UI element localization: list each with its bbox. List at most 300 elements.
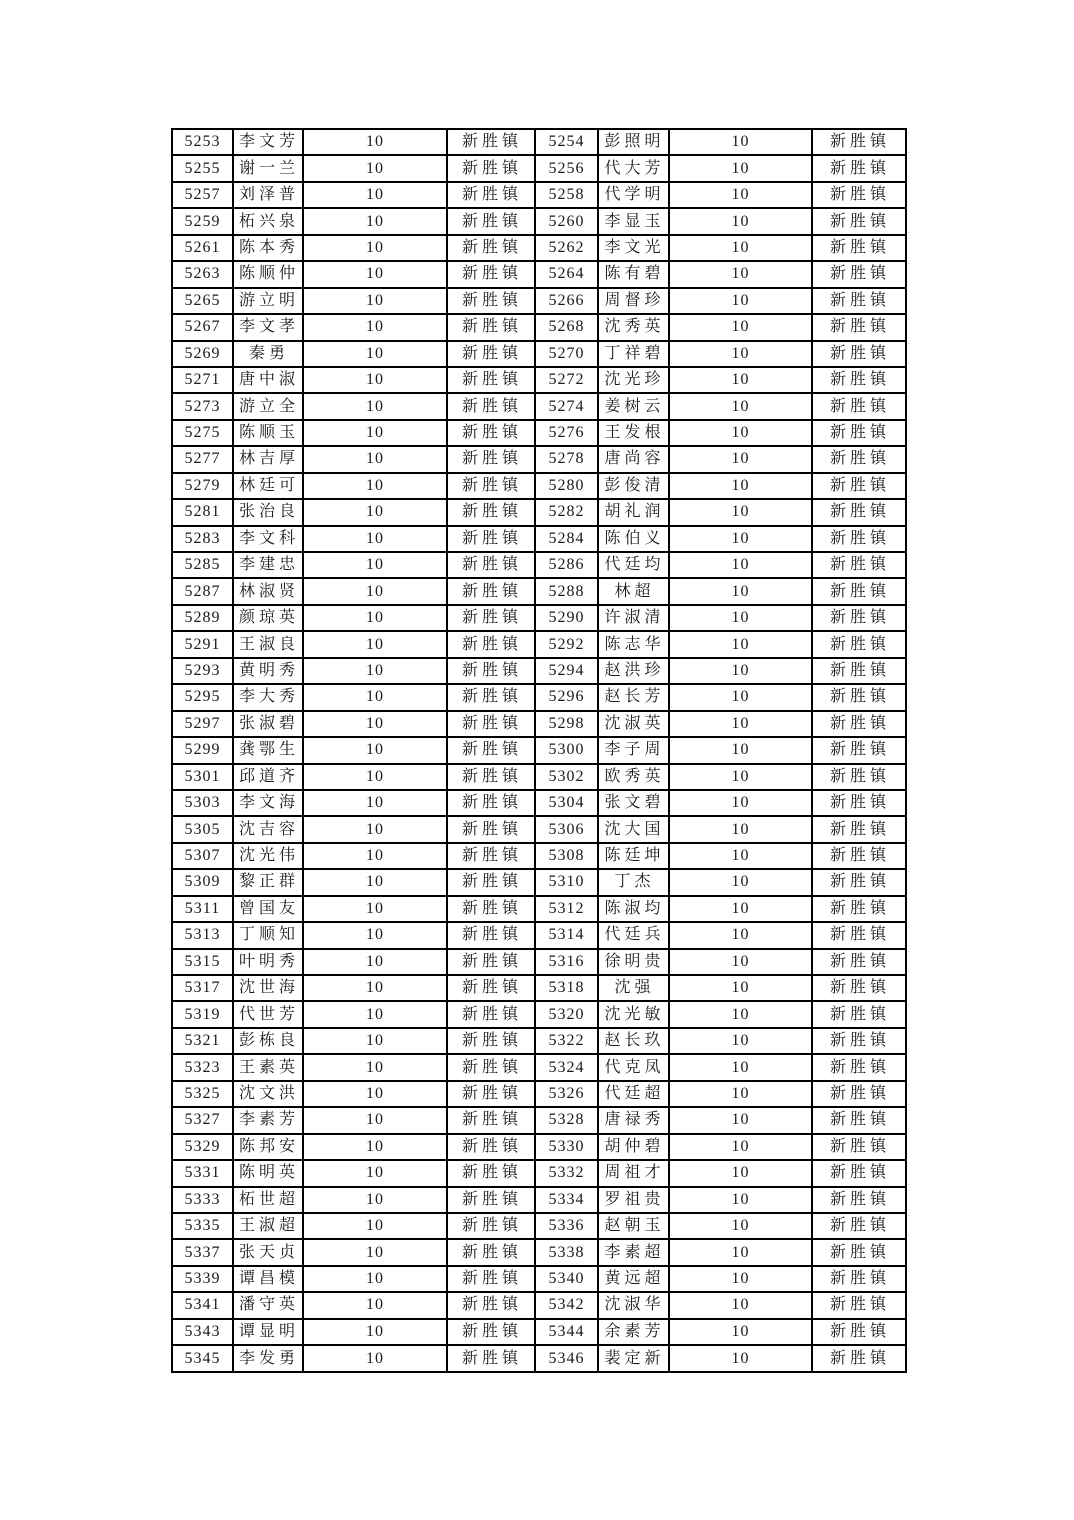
cell-serial: 5295 <box>172 684 233 710</box>
cell-town: 新胜镇 <box>447 1054 535 1080</box>
cell-name: 李大秀 <box>233 684 303 710</box>
cell-amount: 10 <box>669 1266 812 1292</box>
cell-serial: 5282 <box>535 499 598 525</box>
cell-name: 代学明 <box>598 182 669 208</box>
table-row <box>172 420 906 446</box>
cell-serial: 5321 <box>172 1028 233 1054</box>
cell-serial: 5284 <box>535 526 598 552</box>
cell-amount: 10 <box>303 1187 447 1213</box>
cell-town: 新胜镇 <box>447 922 535 948</box>
cell-amount: 10 <box>303 261 447 287</box>
cell-town: 新胜镇 <box>447 155 535 181</box>
cell-amount: 10 <box>669 1134 812 1160</box>
cell-town: 新胜镇 <box>447 764 535 790</box>
cell-town: 新胜镇 <box>812 129 906 155</box>
cell-amount: 10 <box>303 949 447 975</box>
cell-name: 李显玉 <box>598 208 669 234</box>
cell-name: 柘世超 <box>233 1187 303 1213</box>
cell-name: 陈邦安 <box>233 1134 303 1160</box>
cell-name: 丁顺知 <box>233 922 303 948</box>
cell-amount: 10 <box>303 816 447 842</box>
table-row <box>172 208 906 234</box>
cell-town: 新胜镇 <box>447 975 535 1001</box>
cell-name: 王淑良 <box>233 631 303 657</box>
cell-name: 沈光珍 <box>598 367 669 393</box>
cell-amount: 10 <box>669 367 812 393</box>
cell-town: 新胜镇 <box>447 552 535 578</box>
cell-name: 周督珍 <box>598 288 669 314</box>
cell-serial: 5272 <box>535 367 598 393</box>
cell-town: 新胜镇 <box>447 420 535 446</box>
cell-amount: 10 <box>303 896 447 922</box>
cell-serial: 5288 <box>535 578 598 604</box>
cell-amount: 10 <box>669 1107 812 1133</box>
cell-amount: 10 <box>303 1266 447 1292</box>
cell-serial: 5339 <box>172 1266 233 1292</box>
cell-name: 李子周 <box>598 737 669 763</box>
table-row <box>172 446 906 472</box>
roster-table <box>171 128 907 1373</box>
table-row <box>172 578 906 604</box>
cell-amount: 10 <box>669 1345 812 1372</box>
cell-town: 新胜镇 <box>812 314 906 340</box>
cell-name: 陈伯义 <box>598 526 669 552</box>
cell-serial: 5261 <box>172 235 233 261</box>
cell-serial: 5253 <box>172 129 233 155</box>
table-row <box>172 684 906 710</box>
cell-name: 谭显明 <box>233 1319 303 1345</box>
cell-name: 谭昌模 <box>233 1266 303 1292</box>
roster-table-body <box>172 129 906 1372</box>
cell-serial: 5270 <box>535 341 598 367</box>
cell-amount: 10 <box>303 975 447 1001</box>
table-row <box>172 1054 906 1080</box>
cell-town: 新胜镇 <box>812 737 906 763</box>
cell-name: 黄远超 <box>598 1266 669 1292</box>
cell-serial: 5318 <box>535 975 598 1001</box>
cell-name: 赵长芳 <box>598 684 669 710</box>
cell-name: 叶明秀 <box>233 949 303 975</box>
cell-name: 陈志华 <box>598 631 669 657</box>
cell-name: 沈光伟 <box>233 843 303 869</box>
cell-town: 新胜镇 <box>812 1319 906 1345</box>
cell-name: 丁杰 <box>598 869 669 895</box>
cell-serial: 5330 <box>535 1134 598 1160</box>
cell-serial: 5328 <box>535 1107 598 1133</box>
cell-name: 沈大国 <box>598 816 669 842</box>
cell-amount: 10 <box>669 790 812 816</box>
cell-amount: 10 <box>669 129 812 155</box>
cell-serial: 5303 <box>172 790 233 816</box>
cell-name: 刘泽普 <box>233 182 303 208</box>
cell-serial: 5292 <box>535 631 598 657</box>
cell-serial: 5306 <box>535 816 598 842</box>
cell-serial: 5319 <box>172 1001 233 1027</box>
cell-serial: 5266 <box>535 288 598 314</box>
cell-town: 新胜镇 <box>812 578 906 604</box>
cell-name: 李素芳 <box>233 1107 303 1133</box>
cell-name: 潘守英 <box>233 1292 303 1318</box>
cell-town: 新胜镇 <box>447 631 535 657</box>
cell-amount: 10 <box>303 182 447 208</box>
cell-town: 新胜镇 <box>812 526 906 552</box>
cell-serial: 5287 <box>172 578 233 604</box>
cell-town: 新胜镇 <box>812 208 906 234</box>
cell-town: 新胜镇 <box>812 1213 906 1239</box>
cell-amount: 10 <box>669 526 812 552</box>
cell-town: 新胜镇 <box>447 367 535 393</box>
cell-town: 新胜镇 <box>447 790 535 816</box>
cell-amount: 10 <box>303 1107 447 1133</box>
table-row <box>172 1028 906 1054</box>
cell-name: 张文碧 <box>598 790 669 816</box>
cell-name: 赵洪珍 <box>598 658 669 684</box>
cell-town: 新胜镇 <box>812 1239 906 1265</box>
table-row <box>172 1081 906 1107</box>
cell-name: 秦勇 <box>233 341 303 367</box>
cell-serial: 5320 <box>535 1001 598 1027</box>
cell-town: 新胜镇 <box>812 658 906 684</box>
table-row <box>172 922 906 948</box>
table-row <box>172 816 906 842</box>
cell-serial: 5322 <box>535 1028 598 1054</box>
cell-town: 新胜镇 <box>447 1081 535 1107</box>
cell-town: 新胜镇 <box>447 261 535 287</box>
cell-name: 彭俊清 <box>598 473 669 499</box>
cell-name: 彭栋良 <box>233 1028 303 1054</box>
cell-town: 新胜镇 <box>812 869 906 895</box>
cell-serial: 5263 <box>172 261 233 287</box>
cell-town: 新胜镇 <box>447 843 535 869</box>
cell-town: 新胜镇 <box>447 816 535 842</box>
table-row <box>172 896 906 922</box>
cell-amount: 10 <box>669 182 812 208</box>
cell-name: 胡仲碧 <box>598 1134 669 1160</box>
table-row <box>172 1134 906 1160</box>
cell-name: 谢一兰 <box>233 155 303 181</box>
cell-town: 新胜镇 <box>812 631 906 657</box>
cell-town: 新胜镇 <box>447 1107 535 1133</box>
cell-amount: 10 <box>669 605 812 631</box>
cell-amount: 10 <box>669 1292 812 1318</box>
cell-serial: 5278 <box>535 446 598 472</box>
cell-amount: 10 <box>669 420 812 446</box>
table-row <box>172 1187 906 1213</box>
cell-name: 沈世海 <box>233 975 303 1001</box>
table-row <box>172 1266 906 1292</box>
cell-serial: 5327 <box>172 1107 233 1133</box>
cell-town: 新胜镇 <box>447 288 535 314</box>
cell-town: 新胜镇 <box>812 711 906 737</box>
cell-serial: 5273 <box>172 393 233 419</box>
cell-name: 王淑超 <box>233 1213 303 1239</box>
cell-town: 新胜镇 <box>812 235 906 261</box>
cell-town: 新胜镇 <box>812 341 906 367</box>
cell-amount: 10 <box>669 288 812 314</box>
table-row <box>172 658 906 684</box>
cell-town: 新胜镇 <box>447 1345 535 1372</box>
cell-serial: 5335 <box>172 1213 233 1239</box>
cell-town: 新胜镇 <box>447 526 535 552</box>
cell-serial: 5298 <box>535 711 598 737</box>
cell-serial: 5281 <box>172 499 233 525</box>
cell-amount: 10 <box>669 843 812 869</box>
cell-name: 黄明秀 <box>233 658 303 684</box>
cell-amount: 10 <box>303 288 447 314</box>
cell-name: 沈光敏 <box>598 1001 669 1027</box>
table-row <box>172 605 906 631</box>
table-row <box>172 711 906 737</box>
cell-town: 新胜镇 <box>812 1187 906 1213</box>
cell-amount: 10 <box>669 869 812 895</box>
table-row <box>172 129 906 155</box>
cell-amount: 10 <box>303 1213 447 1239</box>
cell-amount: 10 <box>303 1292 447 1318</box>
cell-serial: 5264 <box>535 261 598 287</box>
table-row <box>172 975 906 1001</box>
cell-town: 新胜镇 <box>447 949 535 975</box>
cell-name: 沈强 <box>598 975 669 1001</box>
table-row <box>172 737 906 763</box>
cell-name: 曾国友 <box>233 896 303 922</box>
cell-serial: 5315 <box>172 949 233 975</box>
cell-name: 游立全 <box>233 393 303 419</box>
cell-town: 新胜镇 <box>447 711 535 737</box>
cell-town: 新胜镇 <box>447 1292 535 1318</box>
cell-name: 沈淑英 <box>598 711 669 737</box>
cell-name: 李文光 <box>598 235 669 261</box>
cell-serial: 5317 <box>172 975 233 1001</box>
cell-town: 新胜镇 <box>812 261 906 287</box>
cell-town: 新胜镇 <box>812 367 906 393</box>
table-row <box>172 1001 906 1027</box>
cell-town: 新胜镇 <box>447 658 535 684</box>
cell-amount: 10 <box>669 1187 812 1213</box>
cell-amount: 10 <box>303 473 447 499</box>
cell-serial: 5289 <box>172 605 233 631</box>
cell-amount: 10 <box>669 1054 812 1080</box>
cell-name: 唐尚容 <box>598 446 669 472</box>
cell-name: 赵长玖 <box>598 1028 669 1054</box>
cell-amount: 10 <box>669 1028 812 1054</box>
cell-name: 代廷兵 <box>598 922 669 948</box>
cell-town: 新胜镇 <box>812 155 906 181</box>
table-row <box>172 631 906 657</box>
cell-serial: 5344 <box>535 1319 598 1345</box>
cell-town: 新胜镇 <box>447 1266 535 1292</box>
cell-amount: 10 <box>303 605 447 631</box>
cell-amount: 10 <box>303 658 447 684</box>
cell-town: 新胜镇 <box>812 1001 906 1027</box>
cell-amount: 10 <box>303 208 447 234</box>
cell-amount: 10 <box>303 393 447 419</box>
cell-amount: 10 <box>303 367 447 393</box>
cell-town: 新胜镇 <box>447 446 535 472</box>
cell-town: 新胜镇 <box>447 235 535 261</box>
cell-amount: 10 <box>669 155 812 181</box>
cell-serial: 5316 <box>535 949 598 975</box>
cell-serial: 5293 <box>172 658 233 684</box>
cell-name: 胡礼润 <box>598 499 669 525</box>
table-row <box>172 314 906 340</box>
cell-serial: 5302 <box>535 764 598 790</box>
cell-serial: 5301 <box>172 764 233 790</box>
cell-serial: 5334 <box>535 1187 598 1213</box>
table-row <box>172 1345 906 1372</box>
cell-serial: 5312 <box>535 896 598 922</box>
cell-serial: 5324 <box>535 1054 598 1080</box>
table-row <box>172 367 906 393</box>
cell-amount: 10 <box>303 843 447 869</box>
table-row <box>172 1213 906 1239</box>
cell-amount: 10 <box>669 499 812 525</box>
cell-serial: 5309 <box>172 869 233 895</box>
cell-town: 新胜镇 <box>447 1319 535 1345</box>
cell-serial: 5279 <box>172 473 233 499</box>
cell-serial: 5305 <box>172 816 233 842</box>
cell-serial: 5297 <box>172 711 233 737</box>
cell-name: 陈顺玉 <box>233 420 303 446</box>
cell-serial: 5259 <box>172 208 233 234</box>
cell-town: 新胜镇 <box>812 1266 906 1292</box>
cell-name: 陈本秀 <box>233 235 303 261</box>
cell-amount: 10 <box>669 896 812 922</box>
cell-amount: 10 <box>669 1081 812 1107</box>
cell-serial: 5343 <box>172 1319 233 1345</box>
cell-amount: 10 <box>669 1239 812 1265</box>
cell-amount: 10 <box>669 208 812 234</box>
cell-serial: 5285 <box>172 552 233 578</box>
cell-amount: 10 <box>669 314 812 340</box>
cell-serial: 5300 <box>535 737 598 763</box>
cell-name: 邱道齐 <box>233 764 303 790</box>
cell-town: 新胜镇 <box>447 129 535 155</box>
cell-amount: 10 <box>669 473 812 499</box>
cell-town: 新胜镇 <box>447 737 535 763</box>
cell-town: 新胜镇 <box>447 341 535 367</box>
cell-town: 新胜镇 <box>447 1001 535 1027</box>
cell-name: 周祖才 <box>598 1160 669 1186</box>
cell-town: 新胜镇 <box>812 393 906 419</box>
cell-amount: 10 <box>303 1134 447 1160</box>
cell-serial: 5341 <box>172 1292 233 1318</box>
cell-serial: 5275 <box>172 420 233 446</box>
cell-amount: 10 <box>669 341 812 367</box>
cell-serial: 5262 <box>535 235 598 261</box>
cell-town: 新胜镇 <box>447 314 535 340</box>
cell-town: 新胜镇 <box>812 182 906 208</box>
table-row <box>172 843 906 869</box>
cell-name: 代廷均 <box>598 552 669 578</box>
cell-town: 新胜镇 <box>812 420 906 446</box>
cell-amount: 10 <box>303 420 447 446</box>
cell-amount: 10 <box>303 737 447 763</box>
cell-serial: 5338 <box>535 1239 598 1265</box>
cell-name: 王素英 <box>233 1054 303 1080</box>
cell-amount: 10 <box>303 869 447 895</box>
cell-serial: 5345 <box>172 1345 233 1372</box>
cell-name: 代廷超 <box>598 1081 669 1107</box>
cell-serial: 5260 <box>535 208 598 234</box>
cell-town: 新胜镇 <box>812 288 906 314</box>
cell-name: 张淑碧 <box>233 711 303 737</box>
cell-town: 新胜镇 <box>812 446 906 472</box>
cell-name: 赵朝玉 <box>598 1213 669 1239</box>
cell-town: 新胜镇 <box>812 949 906 975</box>
cell-serial: 5296 <box>535 684 598 710</box>
cell-serial: 5342 <box>535 1292 598 1318</box>
cell-name: 黎正群 <box>233 869 303 895</box>
cell-name: 李素超 <box>598 1239 669 1265</box>
cell-town: 新胜镇 <box>447 1160 535 1186</box>
cell-amount: 10 <box>303 129 447 155</box>
cell-amount: 10 <box>303 1081 447 1107</box>
table-row <box>172 949 906 975</box>
cell-amount: 10 <box>303 790 447 816</box>
table-row <box>172 1292 906 1318</box>
cell-name: 李文科 <box>233 526 303 552</box>
cell-serial: 5299 <box>172 737 233 763</box>
cell-serial: 5337 <box>172 1239 233 1265</box>
cell-serial: 5290 <box>535 605 598 631</box>
cell-serial: 5313 <box>172 922 233 948</box>
cell-name: 李文孝 <box>233 314 303 340</box>
cell-amount: 10 <box>669 393 812 419</box>
cell-name: 代克凤 <box>598 1054 669 1080</box>
cell-serial: 5280 <box>535 473 598 499</box>
cell-town: 新胜镇 <box>812 790 906 816</box>
cell-amount: 10 <box>669 922 812 948</box>
cell-amount: 10 <box>303 341 447 367</box>
cell-town: 新胜镇 <box>812 764 906 790</box>
cell-town: 新胜镇 <box>447 473 535 499</box>
cell-name: 丁祥碧 <box>598 341 669 367</box>
cell-amount: 10 <box>303 684 447 710</box>
cell-name: 李发勇 <box>233 1345 303 1372</box>
cell-town: 新胜镇 <box>812 896 906 922</box>
cell-name: 沈吉容 <box>233 816 303 842</box>
cell-amount: 10 <box>303 1001 447 1027</box>
cell-name: 罗祖贵 <box>598 1187 669 1213</box>
cell-name: 王发根 <box>598 420 669 446</box>
cell-serial: 5307 <box>172 843 233 869</box>
cell-name: 欧秀英 <box>598 764 669 790</box>
cell-name: 徐明贵 <box>598 949 669 975</box>
cell-town: 新胜镇 <box>447 499 535 525</box>
table-row <box>172 473 906 499</box>
cell-amount: 10 <box>669 975 812 1001</box>
cell-name: 彭照明 <box>598 129 669 155</box>
table-row <box>172 526 906 552</box>
cell-serial: 5346 <box>535 1345 598 1372</box>
cell-town: 新胜镇 <box>447 182 535 208</box>
cell-amount: 10 <box>669 1319 812 1345</box>
cell-serial: 5268 <box>535 314 598 340</box>
cell-amount: 10 <box>669 737 812 763</box>
cell-amount: 10 <box>669 235 812 261</box>
cell-amount: 10 <box>303 1054 447 1080</box>
cell-town: 新胜镇 <box>812 684 906 710</box>
cell-serial: 5271 <box>172 367 233 393</box>
cell-serial: 5314 <box>535 922 598 948</box>
cell-name: 姜树云 <box>598 393 669 419</box>
cell-town: 新胜镇 <box>447 684 535 710</box>
cell-name: 颜琼英 <box>233 605 303 631</box>
cell-name: 林超 <box>598 578 669 604</box>
cell-town: 新胜镇 <box>447 605 535 631</box>
table-row <box>172 182 906 208</box>
cell-serial: 5283 <box>172 526 233 552</box>
